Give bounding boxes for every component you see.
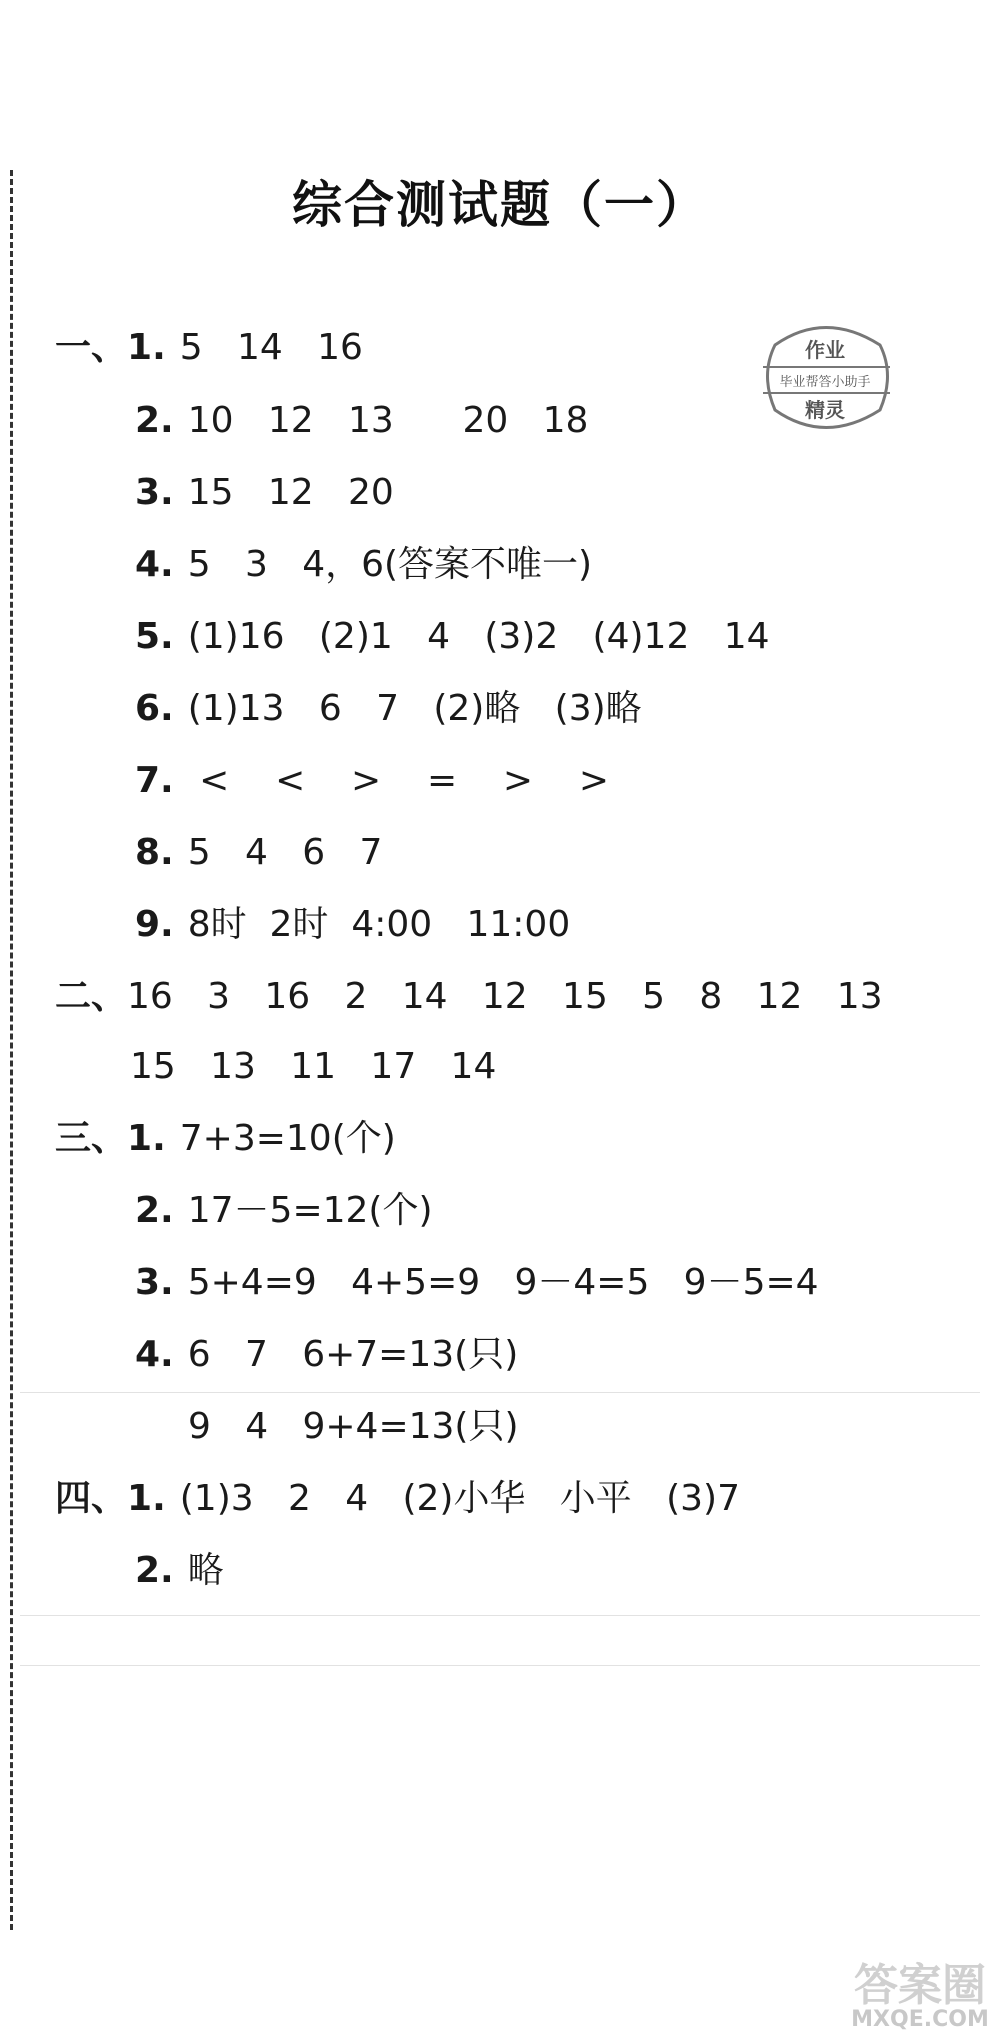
- section-label: 一、: [55, 327, 128, 368]
- stamp-bottom-text: 精灵: [805, 398, 845, 422]
- answer-line-3-4: [135, 1330, 518, 1380]
- answer-text: 5 3 4，6(答案不唯一): [187, 544, 593, 585]
- answer-line-1-2: [135, 396, 588, 446]
- question-number: 2.: [135, 1190, 174, 1231]
- answer-text: (1)16 (2)1 4 (3)2 (4)12 14: [187, 616, 770, 657]
- answer-text: (1)13 6 7 (2)略 (3)略: [187, 688, 642, 729]
- stamp-seal: [755, 315, 895, 440]
- question-number: 6.: [135, 688, 174, 729]
- question-number: 8.: [135, 832, 174, 873]
- answer-line-1-5: [135, 612, 770, 662]
- answer-text: 5 4 6 7: [187, 832, 383, 873]
- answer-text: 15 12 20: [187, 472, 394, 513]
- answer-line-1-7: [135, 756, 609, 806]
- faint-rule: [20, 1615, 980, 1616]
- section-label: 三、: [55, 1118, 128, 1159]
- answer-line-1-3: [135, 468, 394, 518]
- answer-line-1-9: [135, 900, 570, 950]
- answer-line-1-4: [135, 540, 592, 590]
- answer-line-4-1: [55, 1474, 740, 1524]
- answer-text: 17－5=12(个): [187, 1190, 433, 1231]
- stamp-middle-text: 毕业帮答小助手: [779, 375, 871, 390]
- answer-line-3-2: [135, 1186, 433, 1236]
- section-label: 二、: [55, 976, 128, 1017]
- binding-dashed-line: [10, 170, 13, 1930]
- answer-text: 7+3=10(个): [179, 1118, 396, 1159]
- stamp-top-text: 作业: [805, 338, 845, 362]
- faint-rule: [20, 1665, 980, 1666]
- answer-line-1-1: [55, 323, 363, 373]
- answer-line-2-a: [55, 972, 883, 1022]
- answer-line-1-8: [135, 828, 382, 878]
- question-number: 3.: [135, 1262, 174, 1303]
- answer-text: 16 3 16 2 14 12 15 5 8 12 13: [127, 976, 883, 1017]
- question-number: 4.: [135, 1334, 174, 1375]
- answer-line-1-6: [135, 684, 642, 734]
- watermark-big-text: 答案圈: [854, 1960, 986, 2011]
- answer-line-2-b: [130, 1042, 496, 1092]
- question-number: 2.: [135, 1550, 174, 1591]
- answer-line-3-4b: [188, 1402, 519, 1452]
- answer-text: 10 12 13 20 18: [187, 400, 589, 441]
- watermark-url-text: MXQE.COM: [851, 2007, 989, 2032]
- question-number: 1.: [127, 1118, 166, 1159]
- answer-text: 略: [187, 1550, 224, 1591]
- question-number: 5.: [135, 616, 174, 657]
- question-number: 9.: [135, 904, 174, 945]
- question-number: 2.: [135, 400, 174, 441]
- question-number: 1.: [127, 1478, 166, 1519]
- question-number: 7.: [135, 760, 174, 801]
- answer-text: 5 14 16: [179, 327, 363, 368]
- answer-line-3-3: [135, 1258, 819, 1308]
- answer-text: < < > = > >: [187, 760, 610, 801]
- question-number: 1.: [127, 327, 166, 368]
- question-number: 4.: [135, 544, 174, 585]
- answer-text: 15 13 11 17 14: [130, 1046, 497, 1087]
- answer-text: 8时 2时 4:00 11:00: [187, 904, 571, 945]
- watermark-logo: [840, 1950, 1000, 2032]
- answer-text: (1)3 2 4 (2)小华 小平 (3)7: [179, 1478, 741, 1519]
- faint-rule: [20, 1392, 980, 1393]
- question-number: 3.: [135, 472, 174, 513]
- answer-text: 9 4 9+4=13(只): [188, 1406, 519, 1447]
- answer-text: 5+4=9 4+5=9 9－4=5 9－5=4: [187, 1262, 819, 1303]
- answer-line-4-2: [135, 1546, 224, 1596]
- answer-text: 6 7 6+7=13(只): [187, 1334, 519, 1375]
- section-label: 四、: [55, 1478, 128, 1519]
- answer-line-3-1: [55, 1114, 396, 1164]
- page-title: 综合测试题（一）: [292, 176, 708, 234]
